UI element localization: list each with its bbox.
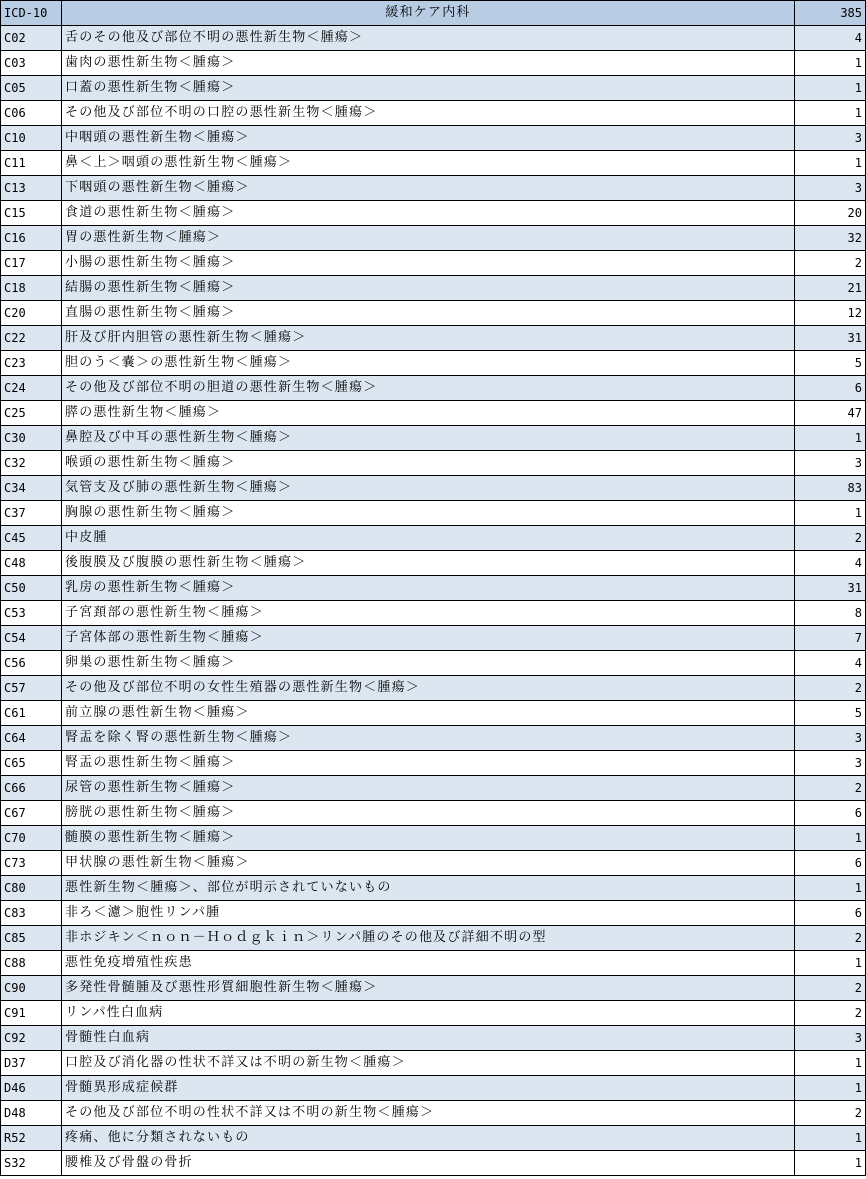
count-cell[interactable]: 6 bbox=[795, 901, 866, 926]
diagnosis-cell[interactable]: 口腔及び消化器の性状不詳又は不明の新生物＜腫瘍＞ bbox=[62, 1051, 795, 1076]
header-total-cell[interactable]: 385 bbox=[795, 1, 866, 26]
count-cell[interactable]: 3 bbox=[795, 1026, 866, 1051]
table-row bbox=[1, 951, 866, 976]
count-cell[interactable]: 1 bbox=[795, 1151, 866, 1176]
count-cell[interactable]: 2 bbox=[795, 776, 866, 801]
diagnosis-cell[interactable]: 悪性新生物＜腫瘍＞、部位が明示されていないもの bbox=[62, 876, 795, 901]
code-cell[interactable]: C24 bbox=[1, 376, 62, 401]
code-cell[interactable]: C20 bbox=[1, 301, 62, 326]
table-row bbox=[1, 26, 866, 51]
count-cell[interactable]: 21 bbox=[795, 276, 866, 301]
count-cell[interactable]: 3 bbox=[795, 451, 866, 476]
count-cell[interactable]: 1 bbox=[795, 101, 866, 126]
table-row bbox=[1, 801, 866, 826]
table-row bbox=[1, 1001, 866, 1026]
table-row bbox=[1, 1026, 866, 1051]
diagnosis-cell[interactable]: 胸腺の悪性新生物＜腫瘍＞ bbox=[62, 501, 795, 526]
code-cell[interactable]: C90 bbox=[1, 976, 62, 1001]
diagnosis-cell[interactable]: 尿管の悪性新生物＜腫瘍＞ bbox=[62, 776, 795, 801]
diagnosis-cell[interactable]: 非ろ＜濾＞胞性リンパ腫 bbox=[62, 901, 795, 926]
code-cell[interactable]: C06 bbox=[1, 101, 62, 126]
code-cell[interactable]: C34 bbox=[1, 476, 62, 501]
count-cell[interactable]: 31 bbox=[795, 326, 866, 351]
code-cell[interactable]: C17 bbox=[1, 251, 62, 276]
table-row bbox=[1, 751, 866, 776]
count-cell[interactable]: 7 bbox=[795, 626, 866, 651]
header-row bbox=[1, 1, 866, 26]
table-row bbox=[1, 601, 866, 626]
count-cell[interactable]: 6 bbox=[795, 376, 866, 401]
count-cell[interactable]: 1 bbox=[795, 1051, 866, 1076]
code-cell[interactable]: C11 bbox=[1, 151, 62, 176]
table-row bbox=[1, 726, 866, 751]
diagnosis-cell[interactable]: 疼痛、他に分類されないもの bbox=[62, 1126, 795, 1151]
diagnosis-cell[interactable]: 膀胱の悪性新生物＜腫瘍＞ bbox=[62, 801, 795, 826]
diagnosis-cell[interactable]: 腎盂の悪性新生物＜腫瘍＞ bbox=[62, 751, 795, 776]
count-cell[interactable]: 4 bbox=[795, 26, 866, 51]
diagnosis-cell[interactable]: 膵の悪性新生物＜腫瘍＞ bbox=[62, 401, 795, 426]
table-row bbox=[1, 1051, 866, 1076]
table-row bbox=[1, 226, 866, 251]
table-row bbox=[1, 376, 866, 401]
code-cell[interactable]: C22 bbox=[1, 326, 62, 351]
code-cell[interactable]: C54 bbox=[1, 626, 62, 651]
code-cell[interactable]: C48 bbox=[1, 551, 62, 576]
code-cell[interactable]: C23 bbox=[1, 351, 62, 376]
code-cell[interactable]: C50 bbox=[1, 576, 62, 601]
count-cell[interactable]: 1 bbox=[795, 76, 866, 101]
table-row bbox=[1, 451, 866, 476]
diagnosis-cell[interactable]: 気管支及び肺の悪性新生物＜腫瘍＞ bbox=[62, 476, 795, 501]
code-cell[interactable]: C02 bbox=[1, 26, 62, 51]
table-row bbox=[1, 701, 866, 726]
count-cell[interactable]: 5 bbox=[795, 701, 866, 726]
diagnosis-cell[interactable]: 舌のその他及び部位不明の悪性新生物＜腫瘍＞ bbox=[62, 26, 795, 51]
diagnosis-cell[interactable]: 肝及び肝内胆管の悪性新生物＜腫瘍＞ bbox=[62, 326, 795, 351]
table-row bbox=[1, 576, 866, 601]
code-cell[interactable]: D37 bbox=[1, 1051, 62, 1076]
table-row bbox=[1, 851, 866, 876]
table-row bbox=[1, 626, 866, 651]
table-row bbox=[1, 326, 866, 351]
table-row bbox=[1, 551, 866, 576]
code-cell[interactable]: C61 bbox=[1, 701, 62, 726]
diagnosis-cell[interactable]: 子宮頚部の悪性新生物＜腫瘍＞ bbox=[62, 601, 795, 626]
count-cell[interactable]: 1 bbox=[795, 876, 866, 901]
count-cell[interactable]: 1 bbox=[795, 51, 866, 76]
count-cell[interactable]: 3 bbox=[795, 176, 866, 201]
diagnosis-cell[interactable]: 悪性免疫増殖性疾患 bbox=[62, 951, 795, 976]
count-cell[interactable]: 1 bbox=[795, 501, 866, 526]
diagnosis-cell[interactable]: 腰椎及び骨盤の骨折 bbox=[62, 1151, 795, 1176]
table-row bbox=[1, 926, 866, 951]
table-body bbox=[1, 1, 866, 1176]
diagnosis-cell[interactable]: その他及び部位不明の女性生殖器の悪性新生物＜腫瘍＞ bbox=[62, 676, 795, 701]
count-cell[interactable]: 4 bbox=[795, 651, 866, 676]
diagnosis-cell[interactable]: リンパ性白血病 bbox=[62, 1001, 795, 1026]
count-cell[interactable]: 2 bbox=[795, 526, 866, 551]
code-cell[interactable]: C64 bbox=[1, 726, 62, 751]
table-row bbox=[1, 876, 866, 901]
count-cell[interactable]: 1 bbox=[795, 1126, 866, 1151]
diagnosis-cell[interactable]: 下咽頭の悪性新生物＜腫瘍＞ bbox=[62, 176, 795, 201]
table-row bbox=[1, 1151, 866, 1176]
count-cell[interactable]: 2 bbox=[795, 926, 866, 951]
code-cell[interactable]: C92 bbox=[1, 1026, 62, 1051]
count-cell[interactable]: 8 bbox=[795, 601, 866, 626]
count-cell[interactable]: 3 bbox=[795, 126, 866, 151]
count-cell[interactable]: 4 bbox=[795, 551, 866, 576]
count-cell[interactable]: 1 bbox=[795, 1076, 866, 1101]
code-cell[interactable]: C67 bbox=[1, 801, 62, 826]
table-row bbox=[1, 126, 866, 151]
diagnosis-cell[interactable]: 鼻＜上＞咽頭の悪性新生物＜腫瘍＞ bbox=[62, 151, 795, 176]
code-cell[interactable]: C66 bbox=[1, 776, 62, 801]
diagnosis-cell[interactable]: 骨髄性白血病 bbox=[62, 1026, 795, 1051]
code-cell[interactable]: D48 bbox=[1, 1101, 62, 1126]
diagnosis-cell[interactable]: 小腸の悪性新生物＜腫瘍＞ bbox=[62, 251, 795, 276]
table-row bbox=[1, 101, 866, 126]
table-row bbox=[1, 976, 866, 1001]
table-row bbox=[1, 526, 866, 551]
table-row bbox=[1, 51, 866, 76]
table-row bbox=[1, 901, 866, 926]
code-cell[interactable]: C85 bbox=[1, 926, 62, 951]
table-row bbox=[1, 1126, 866, 1151]
count-cell[interactable]: 2 bbox=[795, 976, 866, 1001]
diagnosis-cell[interactable]: 乳房の悪性新生物＜腫瘍＞ bbox=[62, 576, 795, 601]
count-cell[interactable]: 32 bbox=[795, 226, 866, 251]
table-row bbox=[1, 651, 866, 676]
code-cell[interactable]: C45 bbox=[1, 526, 62, 551]
count-cell[interactable]: 3 bbox=[795, 726, 866, 751]
diagnosis-cell[interactable]: 直腸の悪性新生物＜腫瘍＞ bbox=[62, 301, 795, 326]
code-cell[interactable]: C83 bbox=[1, 901, 62, 926]
diagnosis-cell[interactable]: 中咽頭の悪性新生物＜腫瘍＞ bbox=[62, 126, 795, 151]
code-cell[interactable]: D46 bbox=[1, 1076, 62, 1101]
diagnosis-cell[interactable]: その他及び部位不明の口腔の悪性新生物＜腫瘍＞ bbox=[62, 101, 795, 126]
diagnosis-cell[interactable]: 食道の悪性新生物＜腫瘍＞ bbox=[62, 201, 795, 226]
code-cell[interactable]: C15 bbox=[1, 201, 62, 226]
table-row bbox=[1, 1101, 866, 1126]
count-cell[interactable]: 2 bbox=[795, 1001, 866, 1026]
diagnosis-cell[interactable]: 後腹膜及び腹膜の悪性新生物＜腫瘍＞ bbox=[62, 551, 795, 576]
code-cell[interactable]: C65 bbox=[1, 751, 62, 776]
diagnosis-cell[interactable]: その他及び部位不明の胆道の悪性新生物＜腫瘍＞ bbox=[62, 376, 795, 401]
code-cell[interactable]: C88 bbox=[1, 951, 62, 976]
count-cell[interactable]: 2 bbox=[795, 251, 866, 276]
table-row bbox=[1, 501, 866, 526]
count-cell[interactable]: 1 bbox=[795, 951, 866, 976]
code-cell[interactable]: C73 bbox=[1, 851, 62, 876]
diagnosis-cell[interactable]: 結腸の悪性新生物＜腫瘍＞ bbox=[62, 276, 795, 301]
diagnosis-cell[interactable]: 腎盂を除く腎の悪性新生物＜腫瘍＞ bbox=[62, 726, 795, 751]
code-cell[interactable]: C32 bbox=[1, 451, 62, 476]
diagnosis-cell[interactable]: 骨髄異形成症候群 bbox=[62, 1076, 795, 1101]
code-cell[interactable]: C30 bbox=[1, 426, 62, 451]
table-row bbox=[1, 301, 866, 326]
header-code-cell[interactable]: ICD-10 bbox=[1, 1, 62, 26]
code-cell[interactable]: C91 bbox=[1, 1001, 62, 1026]
table-row bbox=[1, 176, 866, 201]
diagnosis-cell[interactable]: 口蓋の悪性新生物＜腫瘍＞ bbox=[62, 76, 795, 101]
table-row bbox=[1, 251, 866, 276]
count-cell[interactable]: 47 bbox=[795, 401, 866, 426]
count-cell[interactable]: 1 bbox=[795, 151, 866, 176]
diagnosis-cell[interactable]: 多発性骨髄腫及び悪性形質細胞性新生物＜腫瘍＞ bbox=[62, 976, 795, 1001]
table-row bbox=[1, 76, 866, 101]
table-row bbox=[1, 276, 866, 301]
count-cell[interactable]: 2 bbox=[795, 1101, 866, 1126]
code-cell[interactable]: R52 bbox=[1, 1126, 62, 1151]
table-row bbox=[1, 426, 866, 451]
code-cell[interactable]: C13 bbox=[1, 176, 62, 201]
count-cell[interactable]: 3 bbox=[795, 751, 866, 776]
diagnosis-cell[interactable]: 胆のう＜嚢＞の悪性新生物＜腫瘍＞ bbox=[62, 351, 795, 376]
code-cell[interactable]: C37 bbox=[1, 501, 62, 526]
table-row bbox=[1, 676, 866, 701]
count-cell[interactable]: 2 bbox=[795, 676, 866, 701]
code-cell[interactable]: C16 bbox=[1, 226, 62, 251]
diagnosis-cell[interactable]: 子宮体部の悪性新生物＜腫瘍＞ bbox=[62, 626, 795, 651]
table-row bbox=[1, 151, 866, 176]
code-cell[interactable]: C03 bbox=[1, 51, 62, 76]
count-cell[interactable]: 1 bbox=[795, 826, 866, 851]
count-cell[interactable]: 1 bbox=[795, 426, 866, 451]
count-cell[interactable]: 20 bbox=[795, 201, 866, 226]
code-cell[interactable]: C25 bbox=[1, 401, 62, 426]
code-cell[interactable]: C80 bbox=[1, 876, 62, 901]
diagnosis-cell[interactable]: 甲状腺の悪性新生物＜腫瘍＞ bbox=[62, 851, 795, 876]
diagnosis-cell[interactable]: 卵巣の悪性新生物＜腫瘍＞ bbox=[62, 651, 795, 676]
code-cell[interactable]: C70 bbox=[1, 826, 62, 851]
table-row bbox=[1, 826, 866, 851]
count-cell[interactable]: 83 bbox=[795, 476, 866, 501]
code-cell[interactable]: C18 bbox=[1, 276, 62, 301]
diagnosis-cell[interactable]: 非ホジキン＜ｎｏｎ－Ｈｏｄｇｋｉｎ＞リンパ腫のその他及び詳細不明の型 bbox=[62, 926, 795, 951]
table-row bbox=[1, 1076, 866, 1101]
diagnosis-cell[interactable]: 中皮腫 bbox=[62, 526, 795, 551]
table-row bbox=[1, 476, 866, 501]
table-row bbox=[1, 351, 866, 376]
count-cell[interactable]: 12 bbox=[795, 301, 866, 326]
count-cell[interactable]: 5 bbox=[795, 351, 866, 376]
count-cell[interactable]: 6 bbox=[795, 801, 866, 826]
header-department-cell[interactable]: 緩和ケア内科 bbox=[62, 1, 795, 26]
count-cell[interactable]: 6 bbox=[795, 851, 866, 876]
table-row bbox=[1, 401, 866, 426]
diagnosis-cell[interactable]: その他及び部位不明の性状不詳又は不明の新生物＜腫瘍＞ bbox=[62, 1101, 795, 1126]
code-cell[interactable]: C56 bbox=[1, 651, 62, 676]
code-cell[interactable]: C05 bbox=[1, 76, 62, 101]
table-row bbox=[1, 201, 866, 226]
diagnosis-cell[interactable]: 前立腺の悪性新生物＜腫瘍＞ bbox=[62, 701, 795, 726]
code-cell[interactable]: C10 bbox=[1, 126, 62, 151]
diagnosis-cell[interactable]: 喉頭の悪性新生物＜腫瘍＞ bbox=[62, 451, 795, 476]
code-cell[interactable]: C53 bbox=[1, 601, 62, 626]
code-cell[interactable]: C57 bbox=[1, 676, 62, 701]
count-cell[interactable]: 31 bbox=[795, 576, 866, 601]
diagnosis-cell[interactable]: 髄膜の悪性新生物＜腫瘍＞ bbox=[62, 826, 795, 851]
table-row bbox=[1, 776, 866, 801]
diagnosis-cell[interactable]: 歯肉の悪性新生物＜腫瘍＞ bbox=[62, 51, 795, 76]
diagnosis-cell[interactable]: 鼻腔及び中耳の悪性新生物＜腫瘍＞ bbox=[62, 426, 795, 451]
code-cell[interactable]: S32 bbox=[1, 1151, 62, 1176]
diagnosis-cell[interactable]: 胃の悪性新生物＜腫瘍＞ bbox=[62, 226, 795, 251]
